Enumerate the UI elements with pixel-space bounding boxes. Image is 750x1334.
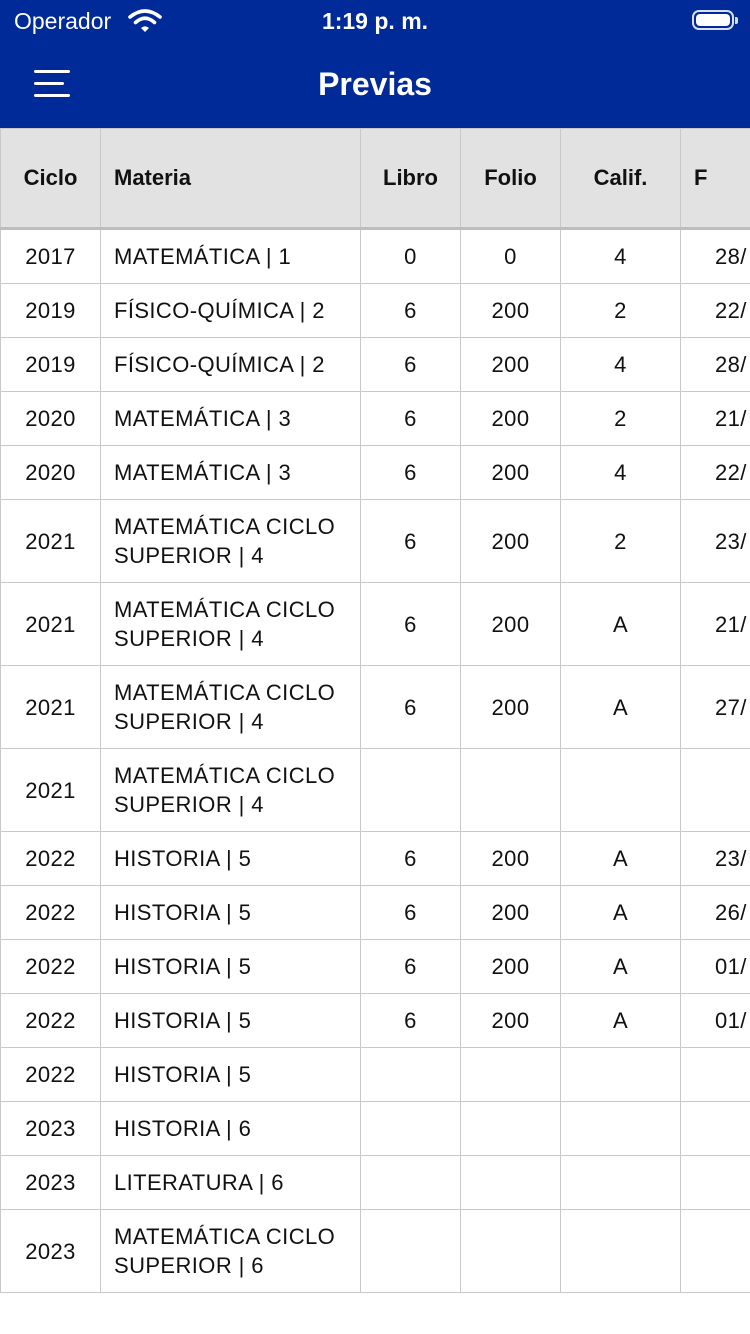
cell-ciclo: 2022: [1, 832, 101, 886]
cell-libro: 6: [361, 500, 461, 583]
column-header-libro: Libro: [361, 129, 461, 229]
cell-libro: 6: [361, 392, 461, 446]
cell-ciclo: 2019: [1, 338, 101, 392]
cell-materia: MATEMÁTICA CICLO SUPERIOR | 4: [101, 666, 361, 749]
cell-fecha: [681, 1048, 750, 1102]
cell-folio: [461, 1102, 561, 1156]
cell-calif: A: [561, 886, 681, 940]
cell-calif: [561, 1156, 681, 1210]
column-header-ciclo: Ciclo: [1, 129, 101, 229]
cell-fecha: [681, 749, 750, 832]
cell-libro: 6: [361, 832, 461, 886]
cell-fecha: 21/: [681, 392, 750, 446]
cell-calif: [561, 1210, 681, 1293]
cell-materia: HISTORIA | 5: [101, 940, 361, 994]
cell-folio: 200: [461, 583, 561, 666]
cell-ciclo: 2023: [1, 1210, 101, 1293]
cell-libro: 6: [361, 446, 461, 500]
cell-materia: MATEMÁTICA | 3: [101, 392, 361, 446]
cell-folio: 200: [461, 392, 561, 446]
cell-folio: 200: [461, 994, 561, 1048]
table-row[interactable]: [1, 338, 750, 392]
cell-folio: 200: [461, 338, 561, 392]
page-title: Previas: [318, 66, 432, 102]
cell-libro: 6: [361, 886, 461, 940]
cell-calif: A: [561, 832, 681, 886]
carrier-label: Operador: [14, 8, 112, 34]
cell-libro: 6: [361, 666, 461, 749]
cell-libro: [361, 1102, 461, 1156]
table-row[interactable]: [1, 886, 750, 940]
cell-calif: A: [561, 940, 681, 994]
cell-folio: 200: [461, 446, 561, 500]
table-row[interactable]: [1, 583, 750, 666]
cell-calif: [561, 749, 681, 832]
cell-calif: 2: [561, 500, 681, 583]
previas-table-container[interactable]: [0, 128, 750, 1334]
table-row[interactable]: [1, 1156, 750, 1210]
cell-fecha: 22/: [681, 446, 750, 500]
cell-calif: 4: [561, 446, 681, 500]
cell-folio: [461, 749, 561, 832]
cell-calif: [561, 1102, 681, 1156]
status-bar: [0, 0, 750, 42]
cell-materia: HISTORIA | 5: [101, 1048, 361, 1102]
cell-materia: FÍSICO-QUÍMICA | 2: [101, 284, 361, 338]
cell-materia: MATEMÁTICA CICLO SUPERIOR | 4: [101, 749, 361, 832]
cell-fecha: 21/: [681, 583, 750, 666]
column-header-fecha: F: [681, 129, 750, 229]
cell-calif: [561, 1048, 681, 1102]
cell-calif: A: [561, 666, 681, 749]
cell-folio: [461, 1210, 561, 1293]
cell-materia: MATEMÁTICA CICLO SUPERIOR | 4: [101, 583, 361, 666]
cell-folio: 200: [461, 666, 561, 749]
column-header-calif: Calif.: [561, 129, 681, 229]
cell-fecha: 26/: [681, 886, 750, 940]
cell-folio: 200: [461, 886, 561, 940]
cell-ciclo: 2022: [1, 994, 101, 1048]
cell-fecha: 28/: [681, 338, 750, 392]
cell-calif: 4: [561, 338, 681, 392]
cell-materia: HISTORIA | 6: [101, 1102, 361, 1156]
cell-ciclo: 2017: [1, 229, 101, 284]
cell-fecha: 28/: [681, 229, 750, 284]
table-row[interactable]: [1, 500, 750, 583]
cell-libro: 0: [361, 229, 461, 284]
cell-ciclo: 2023: [1, 1102, 101, 1156]
cell-ciclo: 2019: [1, 284, 101, 338]
cell-materia: MATEMÁTICA CICLO SUPERIOR | 4: [101, 500, 361, 583]
cell-ciclo: 2021: [1, 500, 101, 583]
cell-ciclo: 2020: [1, 392, 101, 446]
table-row[interactable]: [1, 1102, 750, 1156]
table-row[interactable]: [1, 392, 750, 446]
cell-libro: 6: [361, 284, 461, 338]
table-header-row: [1, 129, 750, 229]
cell-libro: [361, 1210, 461, 1293]
table-row[interactable]: [1, 1210, 750, 1293]
cell-libro: 6: [361, 583, 461, 666]
table-row[interactable]: [1, 940, 750, 994]
cell-calif: A: [561, 994, 681, 1048]
table-row[interactable]: [1, 446, 750, 500]
cell-calif: A: [561, 583, 681, 666]
cell-ciclo: 2021: [1, 583, 101, 666]
table-row[interactable]: [1, 994, 750, 1048]
cell-materia: MATEMÁTICA | 3: [101, 446, 361, 500]
cell-ciclo: 2021: [1, 749, 101, 832]
cell-libro: [361, 1048, 461, 1102]
cell-folio: 0: [461, 229, 561, 284]
cell-fecha: 01/: [681, 994, 750, 1048]
cell-materia: FÍSICO-QUÍMICA | 2: [101, 338, 361, 392]
cell-libro: 6: [361, 338, 461, 392]
cell-materia: HISTORIA | 5: [101, 832, 361, 886]
cell-calif: 4: [561, 229, 681, 284]
cell-fecha: [681, 1102, 750, 1156]
cell-fecha: 23/: [681, 832, 750, 886]
cell-libro: 6: [361, 994, 461, 1048]
cell-folio: 200: [461, 284, 561, 338]
cell-materia: MATEMÁTICA CICLO SUPERIOR | 6: [101, 1210, 361, 1293]
cell-folio: [461, 1048, 561, 1102]
status-time: 1:19 p. m.: [321, 8, 429, 34]
column-header-folio: Folio: [461, 129, 561, 229]
cell-fecha: 27/: [681, 666, 750, 749]
previas-table: [0, 128, 750, 1293]
table-row[interactable]: [1, 284, 750, 338]
cell-materia: HISTORIA | 5: [101, 886, 361, 940]
cell-ciclo: 2021: [1, 666, 101, 749]
cell-materia: HISTORIA | 5: [101, 994, 361, 1048]
cell-fecha: [681, 1210, 750, 1293]
cell-calif: 2: [561, 284, 681, 338]
table-row[interactable]: [1, 832, 750, 886]
table-row[interactable]: [1, 229, 750, 284]
battery-icon: [692, 10, 734, 30]
cell-ciclo: 2020: [1, 446, 101, 500]
cell-fecha: 23/: [681, 500, 750, 583]
cell-calif: 2: [561, 392, 681, 446]
cell-folio: 200: [461, 832, 561, 886]
navigation-bar: [0, 0, 750, 128]
table-row[interactable]: [1, 749, 750, 832]
cell-folio: 200: [461, 500, 561, 583]
cell-libro: [361, 749, 461, 832]
cell-materia: MATEMÁTICA | 1: [101, 229, 361, 284]
cell-fecha: 22/: [681, 284, 750, 338]
cell-ciclo: 2022: [1, 886, 101, 940]
cell-fecha: [681, 1156, 750, 1210]
cell-folio: 200: [461, 940, 561, 994]
cell-fecha: 01/: [681, 940, 750, 994]
cell-ciclo: 2023: [1, 1156, 101, 1210]
table-row[interactable]: [1, 1048, 750, 1102]
cell-ciclo: 2022: [1, 940, 101, 994]
cell-ciclo: 2022: [1, 1048, 101, 1102]
cell-folio: [461, 1156, 561, 1210]
cell-libro: [361, 1156, 461, 1210]
column-header-materia: Materia: [101, 129, 361, 229]
cell-materia: LITERATURA | 6: [101, 1156, 361, 1210]
cell-libro: 6: [361, 940, 461, 994]
table-row[interactable]: [1, 666, 750, 749]
